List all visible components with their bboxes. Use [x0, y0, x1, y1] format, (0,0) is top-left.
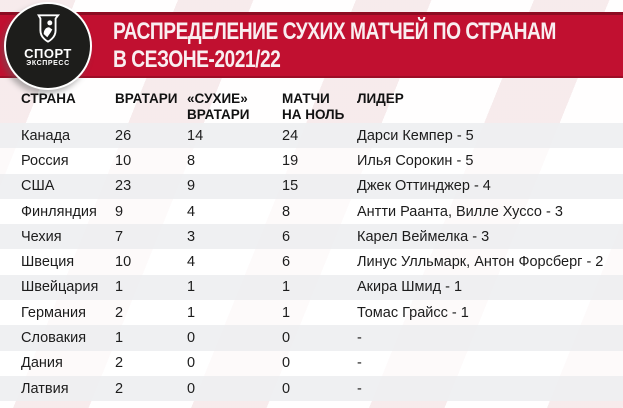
shutout-goalies-cell: 0 — [187, 380, 196, 397]
shutout-goalies-cell: 0 — [187, 355, 196, 372]
leader-cell: Акира Шмид - 1 — [357, 279, 463, 296]
table-row — [0, 174, 623, 199]
sport-express-logo — [4, 2, 92, 90]
goalies-cell: 10 — [115, 152, 132, 169]
country-cell: Швеция — [21, 254, 75, 271]
title-line-1: РАСПРЕДЕЛЕНИЕ СУХИХ МАТЧЕЙ ПО СТРАНАМ — [113, 18, 556, 45]
leader-cell: Джек Оттинджер - 4 — [357, 178, 491, 195]
table-row — [0, 199, 623, 224]
column-header-shutout-matches: МАТЧИ НА НОЛЬ — [282, 91, 345, 122]
leader-cell: - — [357, 330, 362, 347]
shutout-goalies-cell: 8 — [187, 152, 196, 169]
goalies-cell: 7 — [115, 228, 124, 245]
shutout-goalies-cell: 1 — [187, 304, 196, 321]
table-row — [0, 123, 623, 148]
leader-cell: Дарси Кемпер - 5 — [357, 127, 474, 144]
leader-cell: - — [357, 355, 362, 372]
shutout-matches-cell: 6 — [282, 254, 291, 271]
shutout-goalies-cell: 3 — [187, 228, 196, 245]
table-header-row — [0, 91, 623, 123]
shutout-matches-cell: 1 — [282, 304, 291, 321]
shutout-goalies-cell: 0 — [187, 330, 196, 347]
shutout-goalies-cell: 4 — [187, 254, 196, 271]
country-cell: Швейцария — [21, 279, 99, 296]
shutout-matches-cell: 8 — [282, 203, 291, 220]
leader-cell: Илья Сорокин - 5 — [357, 152, 474, 169]
table-row — [0, 275, 623, 300]
leader-cell: Антти Раанта, Вилле Хуссо - 3 — [357, 203, 563, 220]
table-row — [0, 351, 623, 376]
goalies-cell: 2 — [115, 380, 124, 397]
shutout-matches-cell: 24 — [282, 127, 299, 144]
shutout-goalies-cell: 9 — [187, 178, 196, 195]
country-cell: Чехия — [21, 228, 62, 245]
shutout-matches-cell: 0 — [282, 355, 291, 372]
shutout-goalies-cell: 14 — [187, 127, 204, 144]
country-cell: США — [21, 178, 55, 195]
shutout-matches-cell: 0 — [282, 330, 291, 347]
shutout-matches-cell: 1 — [282, 279, 291, 296]
goalies-cell: 2 — [115, 355, 124, 372]
column-header-leader: ЛИДЕР — [357, 91, 404, 106]
country-cell: Дания — [21, 355, 63, 372]
shutout-matches-cell: 6 — [282, 228, 291, 245]
table-row — [0, 148, 623, 173]
country-cell: Словакия — [21, 330, 87, 347]
shield-emblem-icon — [35, 4, 61, 45]
goalies-cell: 1 — [115, 279, 124, 296]
goalies-cell: 2 — [115, 304, 124, 321]
infographic-title — [113, 18, 556, 74]
country-cell: Германия — [21, 304, 87, 321]
goalies-cell: 9 — [115, 203, 124, 220]
goalies-cell: 10 — [115, 254, 132, 271]
leader-cell: - — [357, 380, 362, 397]
logo-text-sport: СПОРТ — [24, 46, 72, 61]
shutout-matches-cell: 0 — [282, 380, 291, 397]
table-row — [0, 300, 623, 325]
shutout-goalies-cell: 1 — [187, 279, 196, 296]
country-cell: Россия — [21, 152, 69, 169]
table-row — [0, 376, 623, 401]
table-body — [0, 123, 623, 401]
leader-cell: Линус Улльмарк, Антон Форсберг - 2 — [357, 254, 604, 271]
shutout-goalies-cell: 4 — [187, 203, 196, 220]
column-header-shutout-goalies: «СУХИЕ» ВРАТАРИ — [187, 91, 250, 122]
table-row — [0, 249, 623, 274]
leader-cell: Томас Грайсс - 1 — [357, 304, 469, 321]
shutout-matches-cell: 15 — [282, 178, 299, 195]
column-header-country: СТРАНА — [21, 91, 76, 106]
table-row — [0, 224, 623, 249]
goalies-cell: 1 — [115, 330, 124, 347]
country-cell: Латвия — [21, 380, 69, 397]
shutout-matches-cell: 19 — [282, 152, 299, 169]
logo-text-express: ЭКСПРЕСС — [26, 60, 70, 67]
column-header-goalies: ВРАТАРИ — [115, 91, 178, 106]
country-cell: Финляндия — [21, 203, 97, 220]
goalies-cell: 26 — [115, 127, 132, 144]
title-banner — [0, 12, 623, 78]
goalies-cell: 23 — [115, 178, 132, 195]
leader-cell: Карел Веймелка - 3 — [357, 228, 490, 245]
title-line-2: В СЕЗОНЕ-2021/22 — [113, 46, 281, 73]
country-cell: Канада — [21, 127, 71, 144]
table-row — [0, 325, 623, 350]
